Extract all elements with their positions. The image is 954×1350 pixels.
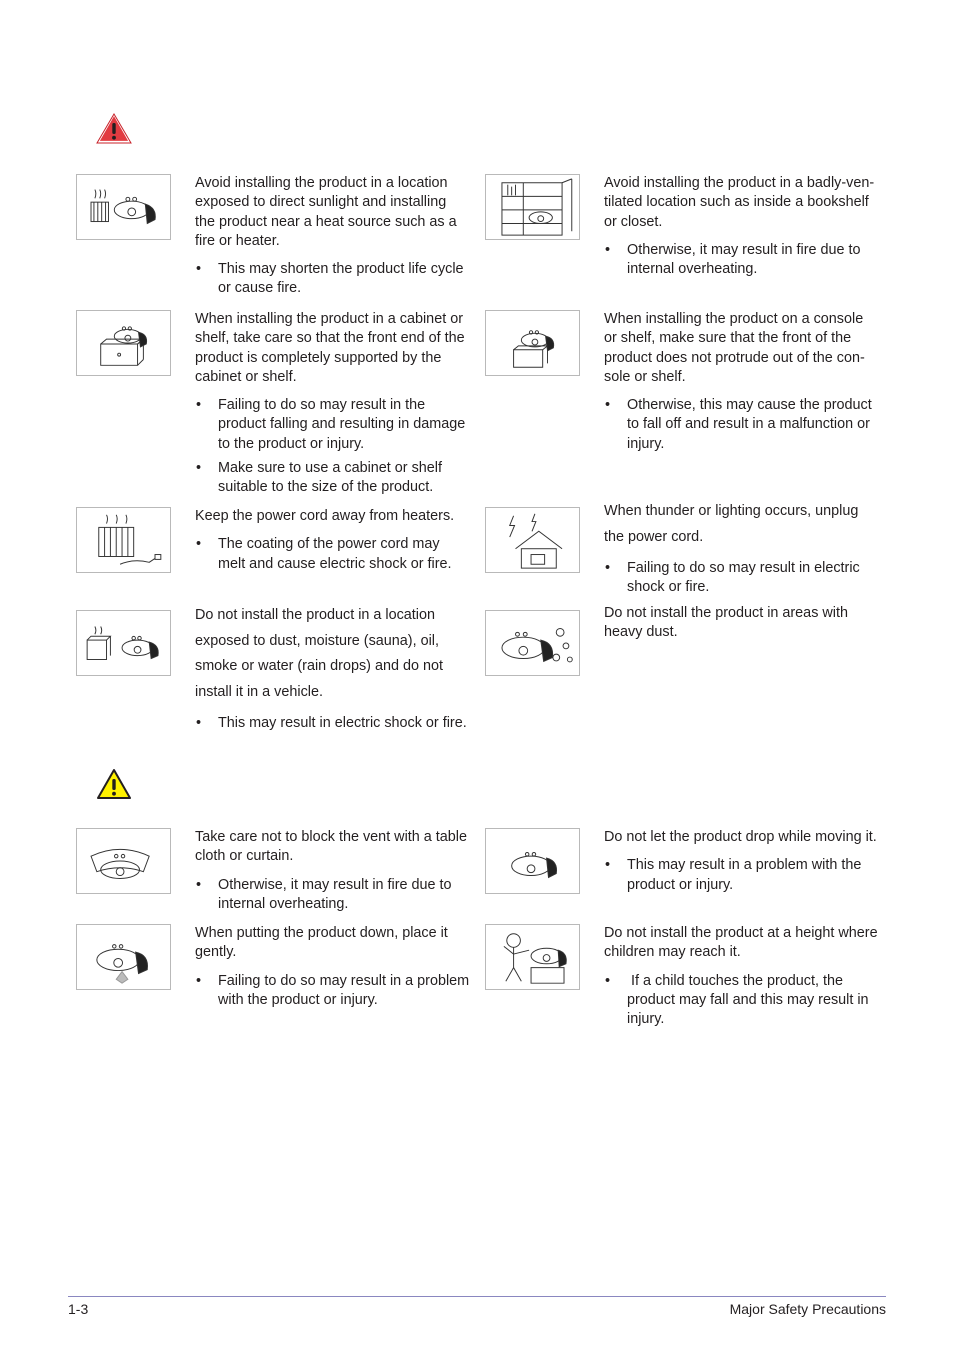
- footer-divider: [68, 1296, 886, 1297]
- item-text: Take care not to block the vent with a table cloth or curtain.: [195, 829, 467, 865]
- caution-triangle-icon: [96, 768, 132, 800]
- item-bullet: • Failing to do so may result in a problem with the product or injury.: [195, 972, 470, 1011]
- page-number: 1-3: [68, 1301, 89, 1317]
- item-bullet: • If a child touches the product, the product may fall and this may result in injury.: [604, 972, 879, 1030]
- item-bullet: • Otherwise, it may result in fire due to internal overheating.: [604, 241, 879, 280]
- projector-set-down-illustration: [76, 924, 171, 990]
- item-text: Avoid installing the product in a badly-ven-tilated location such as inside a bookshelf or closet.: [604, 175, 875, 230]
- item-text: When installing the product on a console or shelf, make sure that the front of the product does not protrude out of the con-sole or shelf.: [604, 311, 865, 385]
- item-bullet: • This may shorten the product life cycle or cause fire.: [195, 260, 470, 299]
- item-bullet: • The coating of the power cord may melt and cause electric shock or fire.: [195, 535, 470, 574]
- item-bullet: • Failing to do so may result in the product falling and resulting in damage to the product or injury.: [195, 396, 470, 454]
- item-bullet: • Otherwise, this may cause the product to fall off and result in a malfunction or injury.: [604, 396, 879, 454]
- child-reaching-illustration: [485, 924, 580, 990]
- section-title: Major Safety Precautions: [729, 1301, 886, 1317]
- projector-moisture-illustration: [76, 610, 171, 676]
- item-bullet: • Failing to do so may result in electric shock or fire.: [604, 559, 879, 598]
- item-bullet: • This may result in a problem with the product or injury.: [604, 856, 879, 895]
- item-text: When installing the product in a cabinet or shelf, take care so that the front end of the product is completely supported by the cabinet or shelf.: [195, 311, 465, 385]
- lightning-house-illustration: [485, 507, 580, 573]
- item-text: Do not install the product in a location exposed to dust, moisture (sauna), oil, smoke or water (rain drops) and do not install it in a vehicle.: [195, 607, 443, 700]
- item-bullet: • Otherwise, it may result in fire due to internal overheating.: [195, 876, 470, 915]
- bookshelf-illustration: [485, 174, 580, 240]
- power-cord-heater-illustration: [76, 507, 171, 573]
- item-bullet: • Make sure to use a cabinet or shelf suitable to the size of the product.: [195, 459, 470, 498]
- item-text: When thunder or lighting occurs, unplug the power cord.: [604, 503, 859, 545]
- projector-on-cabinet-illustration: [76, 310, 171, 376]
- warning-triangle-icon: [96, 112, 132, 144]
- projector-moving-illustration: [485, 828, 580, 894]
- item-text: Avoid installing the product in a location exposed to direct sunlight and installing the product near a heat source such as a fire or heater.: [195, 175, 457, 249]
- projector-on-console-illustration: [485, 310, 580, 376]
- item-text: When putting the product down, place it gently.: [195, 925, 448, 961]
- item-text: Do not let the product drop while moving it.: [604, 829, 877, 845]
- item-text: Keep the power cord away from heaters.: [195, 508, 455, 524]
- projector-near-heater-illustration: [76, 174, 171, 240]
- item-bullet: • This may result in electric shock or fire.: [195, 714, 470, 733]
- item-text: Do not install the product at a height where children may reach it.: [604, 925, 878, 961]
- item-text: Do not install the product in areas with heavy dust.: [604, 605, 848, 641]
- projector-covered-illustration: [76, 828, 171, 894]
- projector-dust-illustration: [485, 610, 580, 676]
